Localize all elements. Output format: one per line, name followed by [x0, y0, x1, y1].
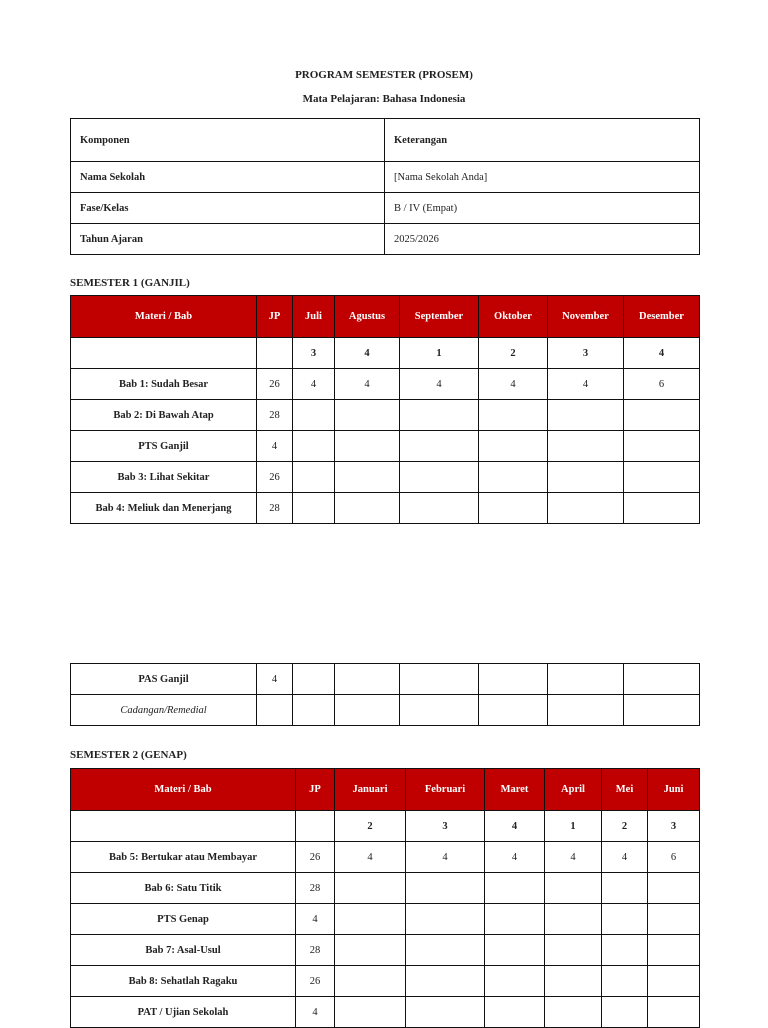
- jp-cell: 28: [296, 873, 335, 904]
- jp-cell: 28: [257, 493, 293, 524]
- material-cell: Bab 2: Di Bawah Atap: [71, 400, 257, 431]
- semester1-row: [71, 431, 700, 462]
- month-hours-cell: [485, 966, 545, 997]
- month-hours-cell: [479, 431, 548, 462]
- month-hours-cell: [485, 873, 545, 904]
- month-hours-cell: [485, 904, 545, 935]
- column-header-month: Februari: [406, 769, 485, 811]
- month-hours-cell: [335, 935, 406, 966]
- week-cell: 3: [406, 811, 485, 842]
- info-header-row: [71, 119, 700, 162]
- month-hours-cell: [335, 431, 400, 462]
- column-header-jp: JP: [257, 296, 293, 338]
- semester2-row: [71, 966, 700, 997]
- month-hours-cell: [548, 493, 624, 524]
- month-hours-cell: [406, 966, 485, 997]
- column-header-month: Juli: [293, 296, 335, 338]
- month-hours-cell: [406, 935, 485, 966]
- month-hours-cell: [335, 400, 400, 431]
- month-hours-cell: [400, 695, 479, 726]
- material-cell: Bab 7: Asal-Usul: [71, 935, 296, 966]
- month-hours-cell: [624, 462, 700, 493]
- week-cell: 3: [548, 338, 624, 369]
- month-hours-cell: [548, 431, 624, 462]
- week-cell: 4: [335, 338, 400, 369]
- month-hours-cell: 4: [293, 369, 335, 400]
- month-hours-cell: [479, 664, 548, 695]
- info-value: 2025/2026: [385, 224, 700, 255]
- month-hours-cell: [545, 873, 602, 904]
- month-hours-cell: [624, 695, 700, 726]
- week-cell: 3: [293, 338, 335, 369]
- month-hours-cell: 4: [479, 369, 548, 400]
- jp-cell: 28: [257, 400, 293, 431]
- semester2-row: [71, 842, 700, 873]
- month-hours-cell: [485, 935, 545, 966]
- month-hours-cell: [293, 695, 335, 726]
- jp-cell: 4: [296, 904, 335, 935]
- material-cell: Bab 8: Sehatlah Ragaku: [71, 966, 296, 997]
- jp-cell: 26: [257, 369, 293, 400]
- semester1-row: [71, 695, 700, 726]
- jp-cell: [257, 695, 293, 726]
- month-hours-cell: [602, 997, 648, 1028]
- week-cell: [257, 338, 293, 369]
- info-row: [71, 162, 700, 193]
- info-row: [71, 224, 700, 255]
- semester1-table: [70, 295, 700, 524]
- month-hours-cell: [545, 966, 602, 997]
- column-header-month: Desember: [624, 296, 700, 338]
- month-hours-cell: [624, 493, 700, 524]
- material-cell: Bab 5: Bertukar atau Membayar: [71, 842, 296, 873]
- month-hours-cell: [406, 904, 485, 935]
- month-hours-cell: [602, 966, 648, 997]
- month-hours-cell: 4: [545, 842, 602, 873]
- week-cell: 2: [479, 338, 548, 369]
- month-hours-cell: [479, 400, 548, 431]
- month-hours-cell: [293, 664, 335, 695]
- month-hours-cell: [545, 935, 602, 966]
- month-hours-cell: [400, 431, 479, 462]
- column-header-month: April: [545, 769, 602, 811]
- column-header-material: Materi / Bab: [71, 296, 257, 338]
- month-hours-cell: [624, 664, 700, 695]
- month-hours-cell: [479, 462, 548, 493]
- jp-cell: 4: [257, 664, 293, 695]
- month-hours-cell: [400, 664, 479, 695]
- info-header-component: Komponen: [71, 119, 385, 162]
- week-cell: [71, 811, 296, 842]
- week-cell: 2: [335, 811, 406, 842]
- month-hours-cell: [602, 873, 648, 904]
- semester1-row: [71, 493, 700, 524]
- month-hours-cell: [648, 904, 700, 935]
- jp-cell: 4: [257, 431, 293, 462]
- month-hours-cell: [335, 493, 400, 524]
- semester1-row: [71, 462, 700, 493]
- month-hours-cell: [548, 400, 624, 431]
- column-header-material: Materi / Bab: [71, 769, 296, 811]
- semester1-week-row: [71, 338, 700, 369]
- material-cell: PTS Genap: [71, 904, 296, 935]
- week-cell: 4: [624, 338, 700, 369]
- semester2-week-row: [71, 811, 700, 842]
- jp-cell: 26: [257, 462, 293, 493]
- semester2-row: [71, 904, 700, 935]
- material-cell: PAT / Ujian Sekolah: [71, 997, 296, 1028]
- semester2-header-row: [71, 769, 700, 811]
- jp-cell: 4: [296, 997, 335, 1028]
- month-hours-cell: [293, 431, 335, 462]
- jp-cell: 28: [296, 935, 335, 966]
- month-hours-cell: [548, 695, 624, 726]
- week-cell: [71, 338, 257, 369]
- week-cell: 3: [648, 811, 700, 842]
- month-hours-cell: [400, 462, 479, 493]
- semester1-row: [71, 400, 700, 431]
- week-cell: 1: [545, 811, 602, 842]
- material-cell: Cadangan/Remedial: [71, 695, 257, 726]
- column-header-month: Juni: [648, 769, 700, 811]
- column-header-month: Mei: [602, 769, 648, 811]
- month-hours-cell: 4: [335, 842, 406, 873]
- month-hours-cell: [548, 664, 624, 695]
- info-key: Fase/Kelas: [71, 193, 385, 224]
- semester2-title: SEMESTER 2 (GENAP): [70, 749, 187, 761]
- column-header-month: Januari: [335, 769, 406, 811]
- info-key: Tahun Ajaran: [71, 224, 385, 255]
- month-hours-cell: [293, 400, 335, 431]
- month-hours-cell: [406, 997, 485, 1028]
- semester1-title: SEMESTER 1 (GANJIL): [70, 277, 190, 289]
- month-hours-cell: [648, 997, 700, 1028]
- month-hours-cell: 4: [602, 842, 648, 873]
- material-cell: Bab 1: Sudah Besar: [71, 369, 257, 400]
- material-cell: Bab 6: Satu Titik: [71, 873, 296, 904]
- material-cell: Bab 4: Meliuk dan Menerjang: [71, 493, 257, 524]
- month-hours-cell: [293, 493, 335, 524]
- month-hours-cell: [335, 966, 406, 997]
- semester1-row: [71, 664, 700, 695]
- document-title: PROGRAM SEMESTER (PROSEM): [295, 69, 473, 81]
- month-hours-cell: [335, 695, 400, 726]
- month-hours-cell: 4: [485, 842, 545, 873]
- month-hours-cell: [335, 904, 406, 935]
- month-hours-cell: [545, 904, 602, 935]
- month-hours-cell: [406, 873, 485, 904]
- jp-cell: 26: [296, 966, 335, 997]
- month-hours-cell: [335, 873, 406, 904]
- info-value: [Nama Sekolah Anda]: [385, 162, 700, 193]
- month-hours-cell: [548, 462, 624, 493]
- month-hours-cell: 4: [335, 369, 400, 400]
- month-hours-cell: [400, 400, 479, 431]
- month-hours-cell: [335, 997, 406, 1028]
- semester2-row: [71, 935, 700, 966]
- material-cell: PAS Ganjil: [71, 664, 257, 695]
- info-key: Nama Sekolah: [71, 162, 385, 193]
- semester1-row: [71, 369, 700, 400]
- column-header-month: Oktober: [479, 296, 548, 338]
- month-hours-cell: [624, 431, 700, 462]
- info-value: B / IV (Empat): [385, 193, 700, 224]
- material-cell: Bab 3: Lihat Sekitar: [71, 462, 257, 493]
- month-hours-cell: [648, 935, 700, 966]
- semester1-table-continued: [70, 663, 700, 726]
- semester2-row: [71, 997, 700, 1028]
- column-header-month: Maret: [485, 769, 545, 811]
- month-hours-cell: [602, 904, 648, 935]
- jp-cell: 26: [296, 842, 335, 873]
- semester2-table: [70, 768, 700, 1028]
- document-subtitle: Mata Pelajaran: Bahasa Indonesia: [302, 93, 466, 105]
- column-header-month: November: [548, 296, 624, 338]
- column-header-month: September: [400, 296, 479, 338]
- month-hours-cell: [335, 664, 400, 695]
- semester2-row: [71, 873, 700, 904]
- column-header-month: Agustus: [335, 296, 400, 338]
- month-hours-cell: [648, 873, 700, 904]
- week-cell: 1: [400, 338, 479, 369]
- info-table: [70, 118, 700, 255]
- week-cell: 2: [602, 811, 648, 842]
- month-hours-cell: [648, 966, 700, 997]
- column-header-jp: JP: [296, 769, 335, 811]
- month-hours-cell: [602, 935, 648, 966]
- material-cell: PTS Ganjil: [71, 431, 257, 462]
- month-hours-cell: [479, 695, 548, 726]
- month-hours-cell: 6: [648, 842, 700, 873]
- week-cell: [296, 811, 335, 842]
- week-cell: 4: [485, 811, 545, 842]
- month-hours-cell: 6: [624, 369, 700, 400]
- month-hours-cell: [545, 997, 602, 1028]
- month-hours-cell: 4: [406, 842, 485, 873]
- month-hours-cell: [624, 400, 700, 431]
- month-hours-cell: [479, 493, 548, 524]
- month-hours-cell: 4: [548, 369, 624, 400]
- month-hours-cell: [293, 462, 335, 493]
- semester1-header-row: [71, 296, 700, 338]
- month-hours-cell: [485, 997, 545, 1028]
- month-hours-cell: 4: [400, 369, 479, 400]
- info-header-description: Keterangan: [385, 119, 700, 162]
- month-hours-cell: [335, 462, 400, 493]
- month-hours-cell: [400, 493, 479, 524]
- info-row: [71, 193, 700, 224]
